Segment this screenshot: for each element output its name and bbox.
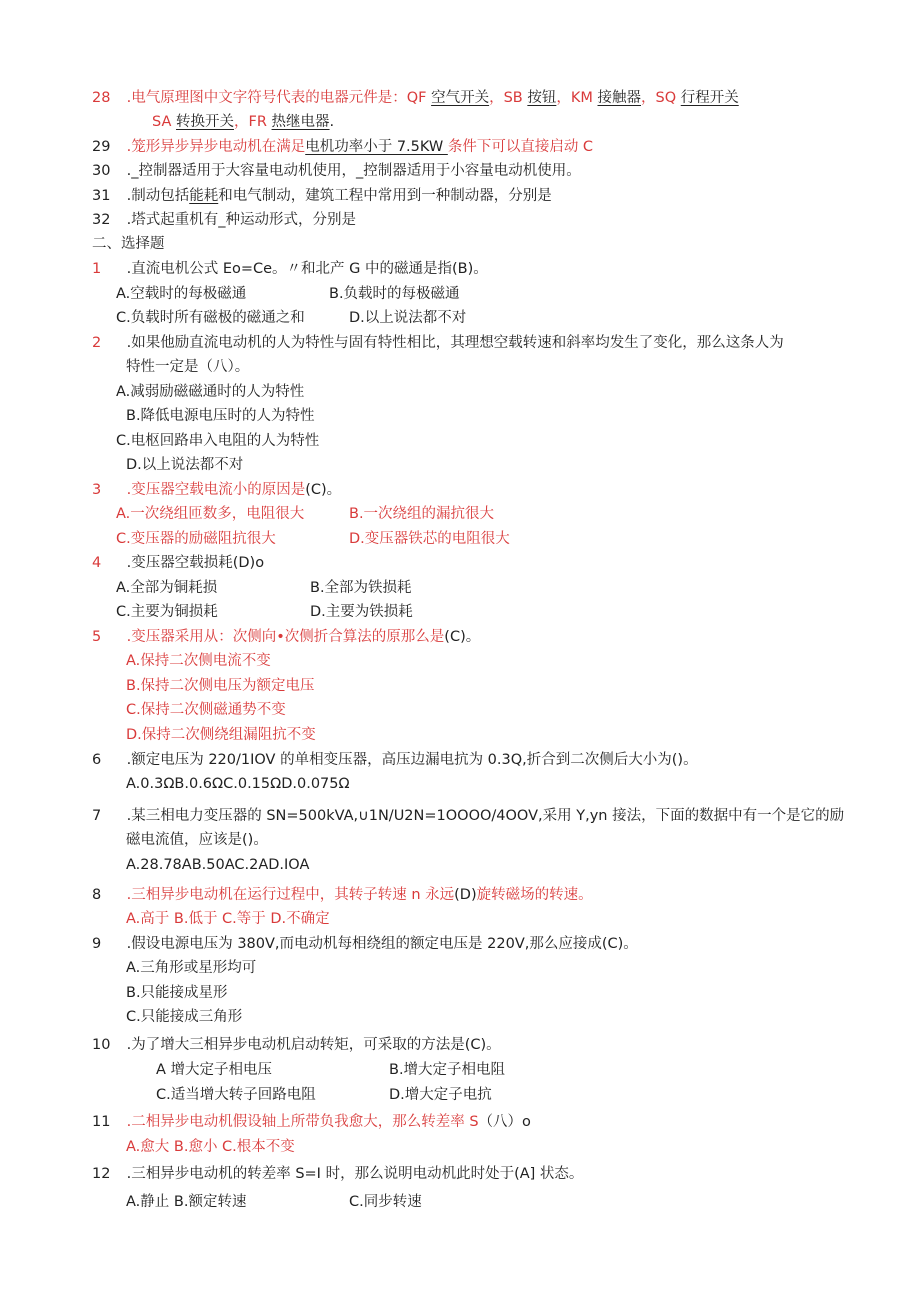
text-segment: 条件下可以直接启动 C: [447, 139, 594, 155]
question-28-line2: [152, 112, 334, 132]
choice-question-1: [92, 259, 488, 279]
choice-question-6: [92, 750, 698, 770]
answer-blank: 热继电器: [271, 114, 330, 130]
question-number: 12: [92, 1166, 111, 1182]
option-a: A.减弱励磁磁通时的人为特性: [116, 384, 305, 400]
question-stem: .某三相电力变压器的 SN=500kVA,∪1N∕U2N=1OOOO∕4OOV,采用 Y,yn 接法，下面的数据中有一个是它的励: [122, 808, 845, 824]
option-d: D.变压器铁芯的电阻很大: [349, 531, 510, 547]
question-number: 10: [92, 1037, 111, 1053]
option-d: D.主要为铁损耗: [310, 604, 413, 620]
option-b: B.降低电源电压时的人为特性: [126, 408, 315, 424]
text-segment: SA: [152, 114, 177, 130]
question-stem-end: 旋转磁场的转速。: [476, 887, 593, 903]
option-c: C.同步转速: [349, 1194, 422, 1210]
option-d: D.以上说法都不对: [126, 457, 244, 473]
question-stem: .直流电机公式 Eo=Ce。〃和北产 G 中的磁通是指(B)。: [122, 261, 488, 277]
answer-blank: 能耗: [189, 188, 219, 204]
choice-question-4: [92, 553, 264, 573]
question-stem: .为了增大三相异步电动机启动转矩，可采取的方法是(C)。: [122, 1037, 501, 1053]
choice-question-11: [92, 1112, 531, 1132]
question-32: [92, 210, 356, 230]
option-c: C.适当增大转子回路电阻: [156, 1087, 316, 1103]
option-c: C.只能接成三角形: [126, 1009, 243, 1025]
question-28: [92, 88, 739, 108]
options: A.高于 B.低于 C.等于 D.不确定: [126, 911, 330, 927]
text-segment: ，KM: [556, 90, 598, 106]
text-segment: .制动包括: [122, 188, 190, 204]
answer: (C)。: [444, 629, 481, 645]
question-number: 9: [92, 936, 102, 952]
answer-blank: 电机功率小于 7.5KW: [305, 139, 448, 155]
option-c: C.主要为铜损耗: [116, 604, 218, 620]
choice-question-5: [92, 627, 480, 647]
text-segment: ，SB: [489, 90, 528, 106]
question-text: [152, 114, 334, 130]
question-stem: .变压器空载电流小的原因是: [122, 482, 306, 498]
question-29: [92, 137, 593, 157]
question-text: [122, 188, 552, 204]
answer-blank: 转换开关: [176, 114, 235, 130]
question-stem-line2: 特性一定是（八）。: [126, 359, 250, 375]
option-ab: A.静止 B.额定转速: [126, 1194, 247, 1210]
question-text: [122, 139, 593, 155]
choice-question-7: [92, 806, 844, 826]
choice-question-8: [92, 885, 593, 905]
question-number: 4: [92, 555, 102, 571]
question-text: ._控制器适用于大容量电动机使用，_控制器适用于小容量电动机使用。: [122, 163, 581, 179]
choice-question-3: [92, 480, 341, 500]
question-stem: .假设电源电压为 380V,而电动机每相绕组的额定电压是 220V,那么应接成(C)。: [122, 936, 638, 952]
question-text: .塔式起重机有_种运动形式，分别是: [122, 212, 356, 228]
option-a: A 增大定子相电压: [156, 1062, 273, 1078]
option-b: B.只能接成星形: [126, 985, 228, 1001]
question-stem: .变压器采用从：次侧向•次侧折合算法的原那么是: [122, 629, 445, 645]
option-b: B.负载时的每极磁通: [329, 286, 460, 302]
question-number: 28: [92, 90, 111, 106]
section-title: 二、选择题: [92, 236, 165, 252]
option-c: C.电枢回路串入电阻的人为特性: [116, 433, 320, 449]
question-number: 11: [92, 1114, 111, 1130]
answer: (D): [454, 887, 477, 903]
options: A.0.3ΩB.0.6ΩC.0.15ΩD.0.075Ω: [126, 776, 350, 792]
question-number: 7: [92, 808, 102, 824]
question-number: 32: [92, 212, 111, 228]
answer: (C)。: [305, 482, 342, 498]
choice-question-10: [92, 1035, 501, 1055]
choice-question-12: [92, 1164, 583, 1184]
question-stem: .三相异步电动机在运行过程中，其转子转速 n 永远: [122, 887, 455, 903]
question-30: [92, 161, 581, 181]
option-c: C.保持二次侧磁通势不变: [126, 702, 286, 718]
option-b: B.保持二次侧电压为额定电压: [126, 678, 315, 694]
text-segment: .: [329, 114, 335, 130]
options: A.愈大 B.愈小 C.根本不变: [126, 1139, 295, 1155]
choice-question-2: [92, 333, 784, 353]
question-number: 29: [92, 139, 111, 155]
question-31: [92, 186, 552, 206]
answer-blank: 接触器: [597, 90, 641, 106]
question-stem-end: 状态。: [535, 1166, 584, 1182]
text-segment: ，FR: [234, 114, 272, 130]
question-number: 8: [92, 887, 102, 903]
answer: (A]: [514, 1166, 536, 1182]
option-a: A.一次绕组匝数多，电阻很大: [116, 506, 305, 522]
text-segment: ，SQ: [641, 90, 681, 106]
option-d: D.以上说法都不对: [349, 310, 467, 326]
text-segment: .笼形异步异步电动机在满足: [122, 139, 306, 155]
option-a: A.全部为铜耗损: [116, 580, 218, 596]
question-stem: .如果他励直流电动机的人为特性与固有特性相比，其理想空载转速和斜率均发生了变化，那么这条人为: [122, 335, 784, 351]
text-segment: 和电气制动，建筑工程中常用到一种制动器，分别是: [218, 188, 552, 204]
option-a: A.空载时的每极磁通: [116, 286, 247, 302]
answer: （八）o: [478, 1114, 531, 1130]
option-a: A.三角形或星形均可: [126, 960, 257, 976]
answer-blank: 空气开关: [431, 90, 490, 106]
option-b: B.全部为铁损耗: [310, 580, 412, 596]
option-c: C.变压器的励磁阻抗很大: [116, 531, 276, 547]
option-d: D.保持二次侧绕组漏阻抗不变: [126, 727, 316, 743]
question-number: 30: [92, 163, 111, 179]
option-b: B.增大定子相电阻: [389, 1062, 506, 1078]
option-d: D.增大定子电抗: [389, 1087, 492, 1103]
question-number: 2: [92, 335, 102, 351]
question-stem: .二相异步电动机假设轴上所带负我愈大，那么转差率 S: [122, 1114, 479, 1130]
question-number: 3: [92, 482, 102, 498]
options: A.28.78AB.50AC.2AD.IOA: [126, 857, 310, 873]
answer-blank: 行程开关: [680, 90, 739, 106]
question-number: 1: [92, 261, 102, 277]
question-number: 31: [92, 188, 111, 204]
option-c: C.负载时所有磁极的磁通之和: [116, 310, 305, 326]
question-number: 6: [92, 752, 102, 768]
question-number: 5: [92, 629, 102, 645]
question-text: [122, 90, 739, 106]
question-stem: .额定电压为 220/1IOV 的单相变压器，高压边漏电抗为 0.3Q,折合到二次侧后大小为()。: [122, 752, 698, 768]
question-stem: .变压器空载损耗(D)o: [122, 555, 265, 571]
option-a: A.保持二次侧电流不变: [126, 653, 271, 669]
question-stem: .三相异步电动机的转差率 S=I 时，那么说明电动机此时处于: [122, 1166, 515, 1182]
question-stem-line2: 磁电流值，应该是()。: [126, 832, 268, 848]
answer-blank: 按钮: [527, 90, 557, 106]
text-segment: .电气原理图中文字符号代表的电器元件是：QF: [122, 90, 432, 106]
choice-question-9: [92, 934, 638, 954]
option-b: B.一次绕组的漏抗很大: [349, 506, 495, 522]
